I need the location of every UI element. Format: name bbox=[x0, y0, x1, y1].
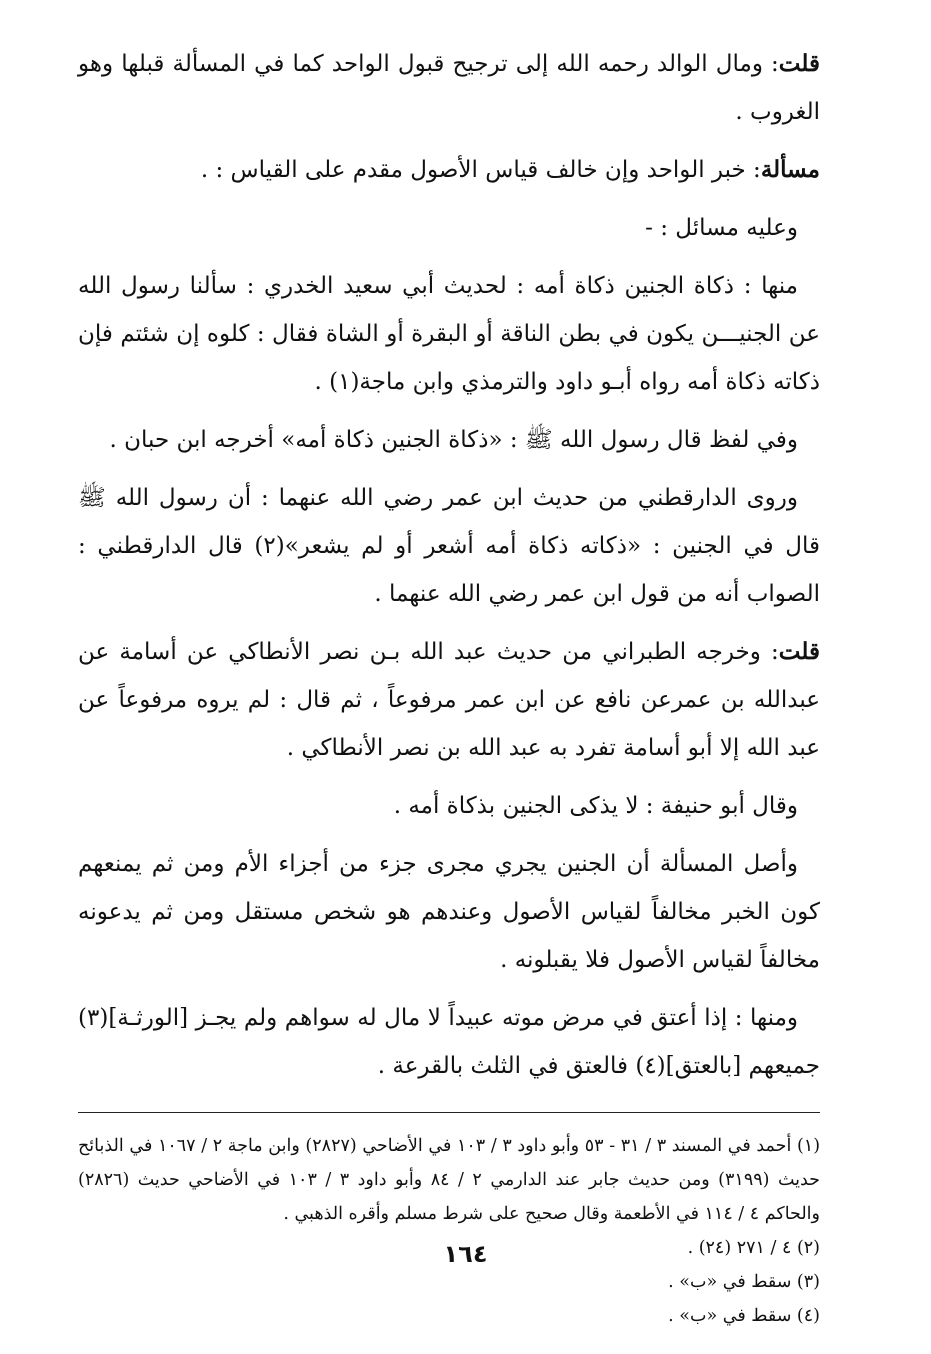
paragraph-6 bbox=[78, 474, 820, 618]
paragraph-text: : وخرجه الطبراني من حديث عبد الله بـن نصر الأنطاكي عن أسامة عن عبدالله بن عمرعن نافع عن ابن عمر مرفوعاً ، ثم قال : لم يروه مرفوعاً عن عبد الله إلا أبو أسامة تفرد به عبد الله بن نصر الأنطاكي . bbox=[78, 639, 820, 761]
footnote-divider bbox=[78, 1112, 820, 1113]
paragraph-8 bbox=[78, 782, 820, 830]
paragraph-text: وقال أبو حنيفة : لا يذكى الجنين بذكاة أمه . bbox=[393, 793, 798, 819]
footnote-3: (٣) سقط في «ب» . bbox=[668, 1272, 820, 1292]
paragraph-1 bbox=[78, 40, 820, 136]
paragraph-lead: قلت bbox=[778, 638, 820, 665]
paragraph-4 bbox=[78, 262, 820, 406]
paragraph-text: : ومال الوالد رحمه الله إلى ترجيح قبول الواحد كما في المسألة قبلها وهو الغروب . bbox=[78, 51, 820, 125]
footnote-4: (٤) سقط في «ب» . bbox=[668, 1306, 820, 1326]
paragraph-9 bbox=[78, 840, 820, 984]
paragraph-text: وفي لفظ قال رسول الله ﷺ : «ذكاة الجنين ذكاة أمه» أخرجه ابن حبان . bbox=[109, 427, 798, 453]
footnote-2: (٢) ٤ / ٢٧١ (٢٤) . bbox=[687, 1238, 820, 1258]
paragraph-lead: قلت bbox=[778, 50, 820, 77]
paragraph-10 bbox=[78, 994, 820, 1090]
paragraph-text: : خبر الواحد وإن خالف قياس الأصول مقدم على القياس : . bbox=[200, 157, 761, 183]
paragraph-5 bbox=[78, 416, 820, 464]
paragraph-text: وعليه مسائل : - bbox=[645, 215, 798, 241]
paragraph-7 bbox=[78, 628, 820, 772]
paragraph-text: ومنها : إذا أعتق في مرض موته عبيداً لا مال له سواهم ولم يجـز [الورثـة](٣) جميعهم [بالعتق](٤) فالعتق في الثلث بالقرعة . bbox=[78, 1005, 820, 1079]
paragraph-3 bbox=[78, 204, 820, 252]
paragraph-text: وأصل المسألة أن الجنين يجري مجرى جزء من أجزاء الأم ومن ثم يمنعهم كون الخبر مخالفاً لقياس الأصول وعندهم هو شخص مستقل ومن ثم يدعونه مخالفاً لقياس الأصول فلا يقبلونه . bbox=[78, 851, 820, 973]
paragraph-lead: مسألة bbox=[760, 156, 820, 183]
paragraph-2 bbox=[78, 146, 820, 194]
paragraph-text: منها : ذكاة الجنين ذكاة أمه : لحديث أبي سعيد الخدري : سألنا رسول الله عن الجنيـــن يكون في بطن الناقة أو البقرة أو الشاة فقال : كلوه إن شئتم فإن ذكاته ذكاة أمه رواه أبـو داود والترمذي وابن ماجة(١) . bbox=[78, 273, 820, 395]
page-body bbox=[78, 40, 820, 1333]
paragraph-text: وروى الدارقطني من حديث ابن عمر رضي الله عنهما : أن رسول الله ﷺ قال في الجنين : «ذكاته ذكاة أمه أشعر أو لم يشعر»(٢) قال الدارقطني : الصواب أنه من قول ابن عمر رضي الله عنهما . bbox=[78, 485, 820, 607]
page-number: ١٦٤ bbox=[443, 1240, 488, 1268]
footnote-1: (١) أحمد في المسند ٣ / ٣١ - ٥٣ وأبو داود ٣ / ١٠٣ في الأضاحي (٢٨٢٧) وابن ماجة ٢ / ١٠٦٧ في الذبائح حديث (٣١٩٩) ومن حديث جابر عند الدارمي ٢ / ٨٤ وأبو داود ٣ / ١٠٣ في الأضاحي حديث (٢٨٢٦) والحاكم ٤ / ١١٤ في الأطعمة وقال صحيح على شرط مسلم وأقره الذهبي . bbox=[78, 1136, 821, 1224]
